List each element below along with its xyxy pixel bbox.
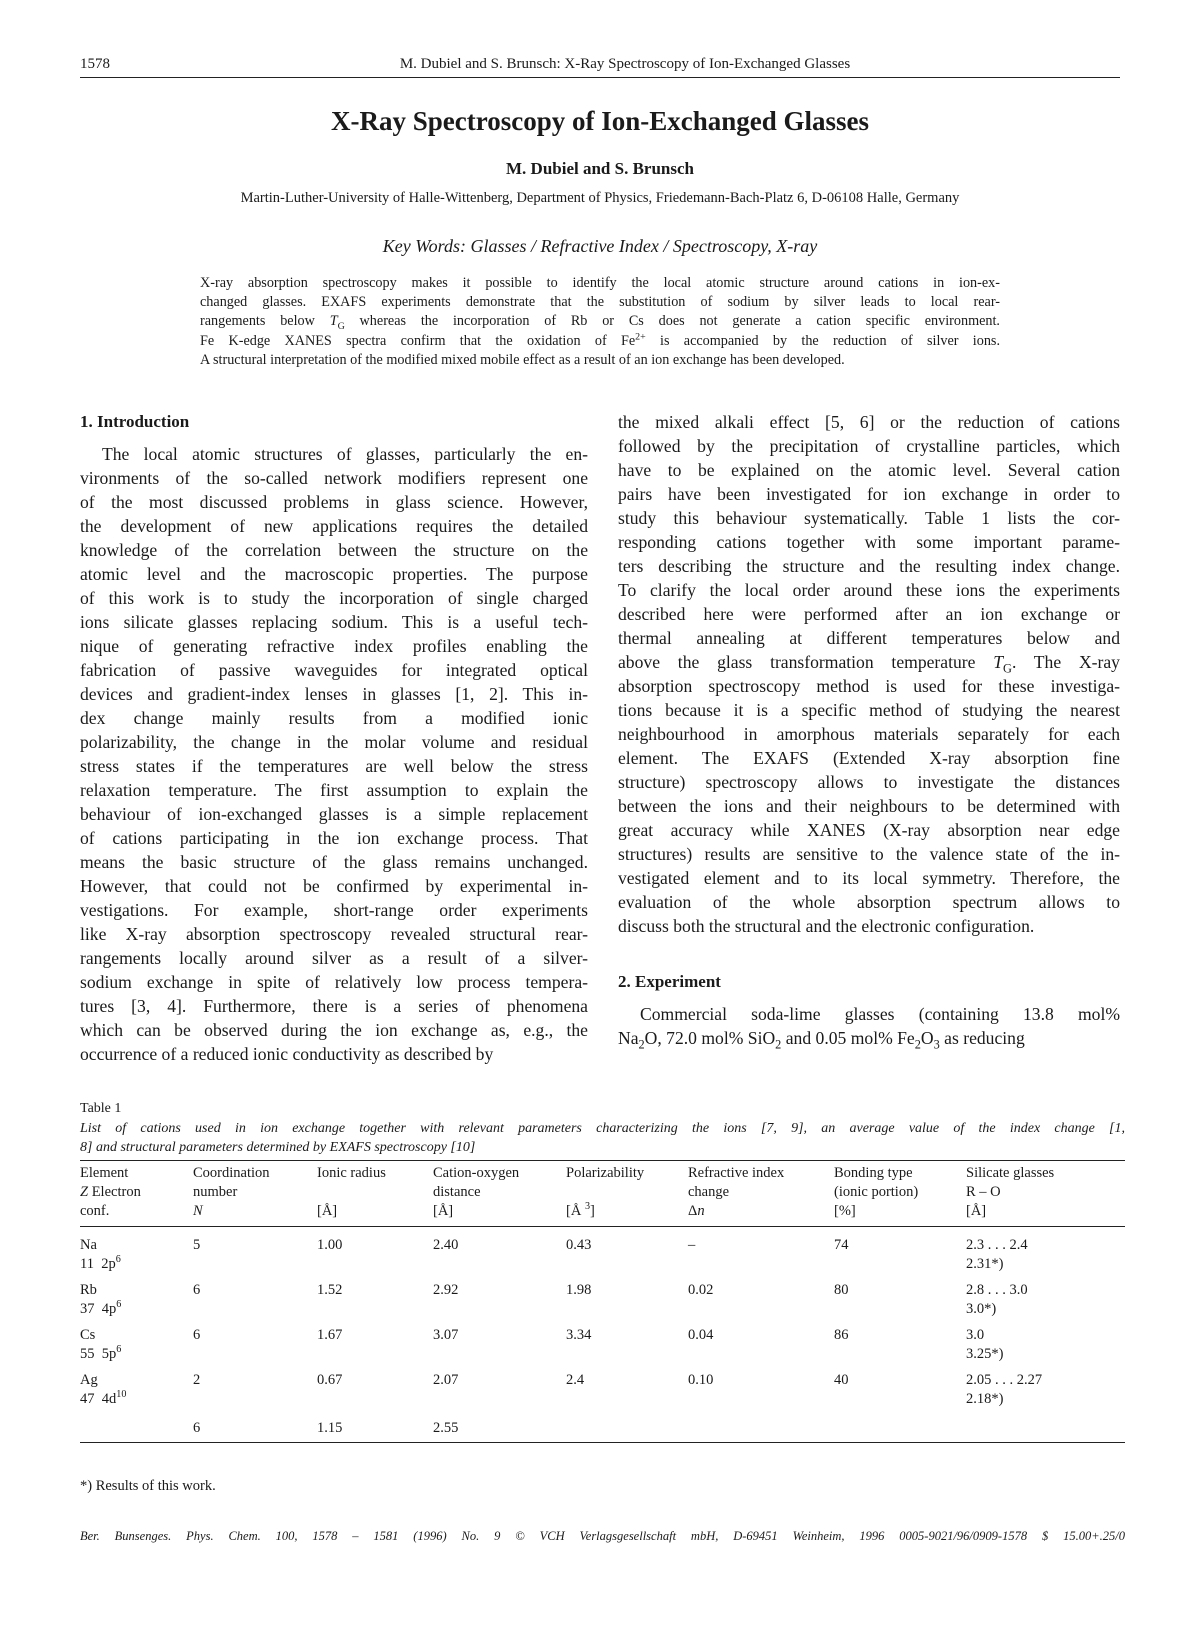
table-cell-silicate: 3.0 [966, 1327, 985, 1343]
introduction-line: knowledge of the correlation between the structure on the [80, 540, 588, 560]
section-heading-introduction: 1. Introduction [80, 412, 190, 431]
introduction-line: To clarify the local order around these ions the experiments [618, 580, 1120, 600]
introduction-line: responding cations together with some important parame- [618, 532, 1120, 552]
table-header-cell: Z Electron [80, 1184, 141, 1200]
table-header-cell: distance [433, 1184, 481, 1200]
introduction-line: devices and gradient-index lenses in glasses [1, 2]. This in- [80, 684, 588, 704]
table-header-cell: [Å] [317, 1203, 338, 1219]
table-caption-line: List of cations used in ion exchange together with relevant parameters characterizing the ions [7, 9], an average value of the index change [1, [80, 1121, 1125, 1136]
table-cell-n: 5 [193, 1237, 201, 1253]
page-number: 1578 [80, 56, 110, 72]
table-cell-radius: 1.00 [317, 1237, 343, 1253]
table-header-cell: Coordination [193, 1165, 270, 1181]
table-cell-dn: 0.10 [688, 1372, 714, 1388]
introduction-line: ters describing the structure and the resulting index change. [618, 556, 1120, 576]
table-cell-polar: 3.34 [566, 1327, 592, 1343]
table-cell-radius: 1.52 [317, 1282, 343, 1298]
table-cell-electron-conf: 55 $5p^6$ [80, 1344, 122, 1362]
introduction-line: discuss both the structural and the electronic configuration. [618, 916, 1035, 936]
table-cell-electron-conf: 37 $4p^6$ [80, 1299, 122, 1317]
introduction-line: study this behaviour systematically. Table 1 lists the cor- [618, 508, 1120, 528]
introduction-line: structure) spectroscopy allows to investigate the distances [618, 772, 1120, 792]
table-cell-silicate-this-work: 2.31*) [966, 1256, 1004, 1272]
table-caption-line: 8] and structural parameters determined by EXAFS spectroscopy [10] [80, 1140, 476, 1155]
table-cell-bond: 80 [834, 1282, 849, 1298]
table-cell-element: Rb [80, 1282, 97, 1298]
table-header-cell: Bonding type [834, 1165, 913, 1181]
table-cell-n: 6 [193, 1282, 201, 1298]
table-header-cell: conf. [80, 1203, 110, 1219]
table-header-cell: N [193, 1203, 203, 1219]
table-cell-distance: 2.40 [433, 1237, 459, 1253]
table-cell-silicate-this-work: 3.0*) [966, 1301, 997, 1317]
table-cell-bond: 86 [834, 1327, 849, 1343]
table-top-rule [80, 1160, 1125, 1161]
table-header-cell: change [688, 1184, 730, 1200]
table-cell-electron-conf: 47 $4d^{10}$ [80, 1389, 127, 1407]
table-cell-silicate-this-work: 2.18*) [966, 1391, 1004, 1407]
introduction-line: rangements locally around silver as a result of a silver- [80, 948, 588, 968]
table-caption [80, 1119, 1125, 1157]
table-header-cell: [Å] [433, 1203, 454, 1219]
table-cell-n: 6 [193, 1420, 201, 1436]
introduction-line: The local atomic structures of glasses, particularly the en- [102, 444, 588, 464]
introduction-line: polarizability, the change in the molar volume and residual [80, 732, 588, 752]
introduction-line: tions because it is a specific method of studying the nearest [618, 700, 1120, 720]
table-cell-silicate: 2.3 . . . 2.4 [966, 1237, 1028, 1253]
table-cell-polar: 0.43 [566, 1237, 592, 1253]
introduction-continued-text [618, 410, 1120, 938]
table-body [80, 1236, 1125, 1436]
table-header-cell: R – O [966, 1184, 1001, 1200]
paper-title: X-Ray Spectroscopy of Ion-Exchanged Glasses [330, 106, 870, 136]
table-header-cell: Δn [688, 1203, 705, 1219]
introduction-line: which can be observed during the ion exchange as, e.g., the [80, 1020, 588, 1040]
introduction-line: stress states if the temperatures are well below the stress [80, 756, 588, 776]
introduction-line: followed by the precipitation of crystalline particles, which [618, 436, 1120, 456]
introduction-line: fabrication of passive waveguides for integrated optical [80, 660, 588, 680]
keywords: Key Words: Glasses / Refractive Index / Spectroscopy, X-ray [382, 236, 818, 256]
introduction-line: have to be explained on the atomic level. Several cation [618, 460, 1120, 480]
table-cell-element: Ag [80, 1372, 98, 1388]
introduction-line: vestigations. For example, short-range order experiments [80, 900, 588, 920]
table-cell-radius: 1.15 [317, 1420, 343, 1436]
table-header-cell: [%] [834, 1203, 856, 1219]
introduction-line: above the glass transformation temperature $T_G$. The X-ray [618, 652, 1120, 674]
introduction-line: thermal annealing at different temperatures below and [618, 628, 1120, 648]
table-header-cell: (ionic portion) [834, 1184, 919, 1200]
introduction-line: dex change mainly results from a modified ionic [80, 708, 588, 728]
left-column [80, 410, 588, 1066]
affiliation: Martin-Luther-University of Halle-Wittenberg, Department of Physics, Friedemann-Bach-Platz 6, D-06108 Halle, Germany [240, 190, 960, 206]
introduction-line: the development of new applications requires the detailed [80, 516, 588, 536]
introduction-line: ions silicate glasses replacing sodium. This is a useful tech- [80, 612, 588, 632]
table-cell-bond: 74 [834, 1237, 849, 1253]
introduction-line: occurrence of a reduced ionic conductivity as described by [80, 1044, 494, 1064]
table-header-cell: [Å] [966, 1203, 987, 1219]
table-cell-n: 2 [193, 1372, 201, 1388]
running-title: M. Dubiel and S. Brunsch: X-Ray Spectroscopy of Ion-Exchanged Glasses [399, 56, 851, 72]
introduction-line: of the most discussed problems in glass science. However, [80, 492, 588, 512]
table-header-cell: Ionic radius [317, 1165, 386, 1181]
abstract-line: changed glasses. EXAFS experiments demonstrate that the substitution of sodium by silver leads to local rear- [200, 294, 1000, 311]
introduction-line: behaviour of ion-exchanged glasses is a simple replacement [80, 804, 588, 824]
introduction-line: However, that could not be confirmed by experimental in- [80, 876, 588, 896]
introduction-line: vestigated element and to its local symmetry. Therefore, the [618, 868, 1120, 888]
running-head [80, 56, 1120, 78]
table-bottom-rule [80, 1442, 1125, 1443]
table-header-cell: Cation-oxygen [433, 1165, 520, 1181]
introduction-line: of this work is to study the incorporation of single charged [80, 588, 588, 608]
introduction-line: described here were performed after an ion exchange or [618, 604, 1120, 624]
abstract-line: Fe K-edge XANES spectra confirm that the oxidation of $Fe^{2+}$ is accompanied by the reduction of silver ions. [200, 330, 1000, 349]
table-cell-element: Cs [80, 1327, 96, 1343]
section-heading-experiment: 2. Experiment [618, 972, 721, 991]
table-label: Table 1 [80, 1101, 122, 1116]
table-cell-distance: 3.07 [433, 1327, 459, 1343]
table-cell-polar: 1.98 [566, 1282, 592, 1298]
introduction-line: of cations participating in the ion exchange process. That [80, 828, 588, 848]
introduction-line: neighbourhood in amorphous materials separately for each [618, 724, 1120, 744]
table-cell-dn: – [688, 1237, 696, 1253]
abstract-line: A structural interpretation of the modified mixed mobile effect as a result of an ion exchange has been developed. [200, 351, 845, 368]
table-cell-dn: 0.04 [688, 1327, 714, 1343]
table-cell-distance: 2.92 [433, 1282, 459, 1298]
experiment-text [618, 1002, 1120, 1050]
table-header-cell: Refractive index [688, 1165, 785, 1181]
introduction-line: means the basic structure of the glass remains unchanged. [80, 852, 588, 872]
table-cell-element: Na [80, 1237, 97, 1253]
table-cell-silicate: 2.05 . . . 2.27 [966, 1372, 1043, 1388]
table-cell-distance: 2.55 [433, 1420, 459, 1436]
introduction-line: nique of generating refractive index profiles enabling the [80, 636, 588, 656]
introduction-line: structures) results are sensitive to the valence state of the in- [618, 844, 1120, 864]
table-header-cell: Polarizability [566, 1165, 645, 1181]
authors: M. Dubiel and S. Brunsch [506, 159, 694, 178]
introduction-line: between the ions and their neighbours to be determined with [618, 796, 1120, 816]
introduction-line: element. The EXAFS (Extended X-ray absorption fine [618, 748, 1120, 768]
introduction-line: tures [3, 4]. Furthermore, there is a series of phenomena [80, 996, 588, 1016]
introduction-line: absorption spectroscopy method is used for these investiga- [618, 676, 1120, 696]
table-header-cell: [Å $^3$] [566, 1201, 595, 1219]
table-header-cell: number [193, 1184, 238, 1200]
table-cell-radius: 1.67 [317, 1327, 343, 1343]
introduction-line: the mixed alkali effect [5, 6] or the reduction of cations [618, 412, 1120, 432]
introduction-line: pairs have been investigated for ion exchange in order to [618, 484, 1120, 504]
introduction-line: vironments of the so-called network modifiers represent one [80, 468, 588, 488]
introduction-line: evaluation of the whole absorption spectrum allows to [618, 892, 1120, 912]
table-cell-silicate: 2.8 . . . 3.0 [966, 1282, 1028, 1298]
introduction-text [80, 442, 588, 1066]
introduction-line: relaxation temperature. The first assumption to explain the [80, 780, 588, 800]
abstract-line: rangements below $T_G$ whereas the incorporation of Rb or Cs does not generate a cation specific environment. [200, 313, 1000, 333]
abstract [200, 274, 1000, 370]
table-footnote: *) Results of this work. [80, 1478, 216, 1494]
table-cell-dn: 0.02 [688, 1282, 714, 1298]
table-cell-electron-conf: 11 $2p^6$ [80, 1254, 121, 1272]
table-header-rule [80, 1226, 1125, 1227]
table-cell-distance: 2.07 [433, 1372, 459, 1388]
introduction-line: sodium exchange in spite of relatively low process tempera- [80, 972, 588, 992]
table-cell-bond: 40 [834, 1372, 849, 1388]
table-header-cell: Element [80, 1165, 129, 1181]
right-column [618, 410, 1120, 1050]
experiment-line: Commercial soda-lime glasses (containing 13.8 mol% [640, 1004, 1120, 1024]
table-header-cell: Silicate glasses [966, 1165, 1055, 1181]
table-cell-polar: 2.4 [566, 1372, 585, 1388]
abstract-line: X-ray absorption spectroscopy makes it possible to identify the local atomic structure around cations in ion-ex- [200, 275, 1000, 291]
experiment-line: $Na_2O$, 72.0 mol% SiO$_2$ and 0.05 mol% $Fe_2O_3$ as reducing [618, 1028, 1025, 1050]
introduction-line: great accuracy while XANES (X-ray absorption near edge [618, 820, 1120, 840]
table-cell-n: 6 [193, 1327, 201, 1343]
table-header [80, 1164, 1125, 1224]
introduction-line: atomic level and the macroscopic properties. The purpose [80, 564, 588, 584]
table-cell-radius: 0.67 [317, 1372, 343, 1388]
table-cell-silicate-this-work: 3.25*) [966, 1346, 1004, 1362]
introduction-line: like X-ray absorption spectroscopy revealed structural rear- [80, 924, 588, 944]
journal-footer: Ber. Bunsenges. Phys. Chem. 100, 1578 – 1581 (1996) No. 9 © VCH Verlagsgesellschaft mbH, D-69451 Weinheim, 1996 0005-9021/96/0909-1578 $ 15.00+.25/0 [80, 1529, 1125, 1543]
